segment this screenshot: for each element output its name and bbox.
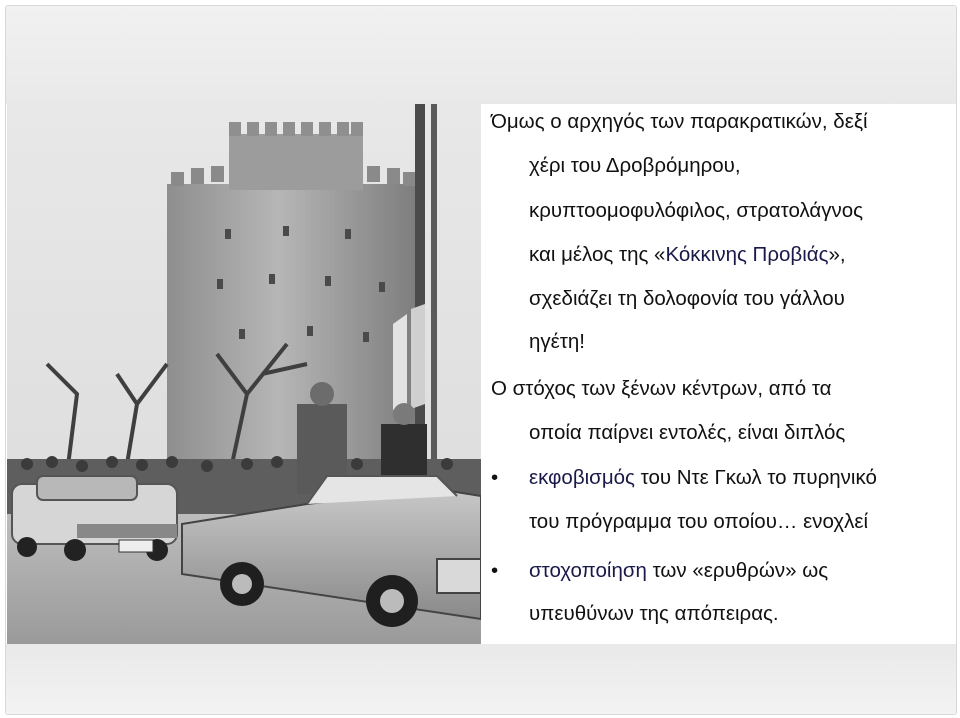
text-line-4-suffix: », — [828, 243, 846, 266]
bullet-1-marker: • — [491, 466, 499, 489]
text-line-3: κρυπτοομοφυλόφιλος, στρατολάγνος — [529, 199, 864, 222]
text-line-7: Ο στόχος των ξένων κέντρων, από τα — [491, 377, 832, 400]
bullet-1 — [491, 466, 498, 490]
bullet-1-line-2: του πρόγραμμα του οποίου… ενοχλεί — [529, 510, 869, 533]
bullet-2-marker: • — [491, 559, 499, 582]
highlight-ekfovismos: εκφοβισμός — [529, 466, 635, 489]
bullet-2-line-2: υπευθύνων της απόπειρας. — [529, 602, 779, 625]
highlight-stoxopoiisi: στοχοποίηση — [529, 559, 647, 582]
bullet-1-rest: του Ντε Γκωλ το πυρηνικό — [634, 466, 877, 489]
bullet-2-line-1 — [529, 559, 828, 583]
slide — [5, 5, 957, 715]
text-line-6: ηγέτη! — [529, 330, 585, 353]
bottom-band — [6, 644, 956, 714]
bullet-2 — [491, 559, 498, 583]
bullet-2-rest: των «ερυθρών» ως — [646, 559, 829, 582]
text-line-8: οποία παίρνει εντολές, είναι διπλός — [529, 421, 846, 444]
highlight-kokkini-provia: Κόκκινης Προβιάς — [665, 243, 829, 266]
text-line-5: σχεδιάζει τη δολοφονία του γάλλου — [529, 287, 845, 310]
text-line-4-prefix: και μέλος της « — [529, 243, 666, 266]
historical-photo — [7, 104, 481, 644]
text-line-2: χέρι του Δροβρόμηρου, — [529, 154, 741, 177]
bullet-1-line-1 — [529, 466, 877, 490]
text-line-1: Όμως ο αρχηγός των παρακρατικών, δεξί — [491, 110, 868, 133]
text-line-4 — [529, 243, 846, 267]
top-band — [6, 6, 956, 104]
photo-illustration — [7, 104, 481, 644]
